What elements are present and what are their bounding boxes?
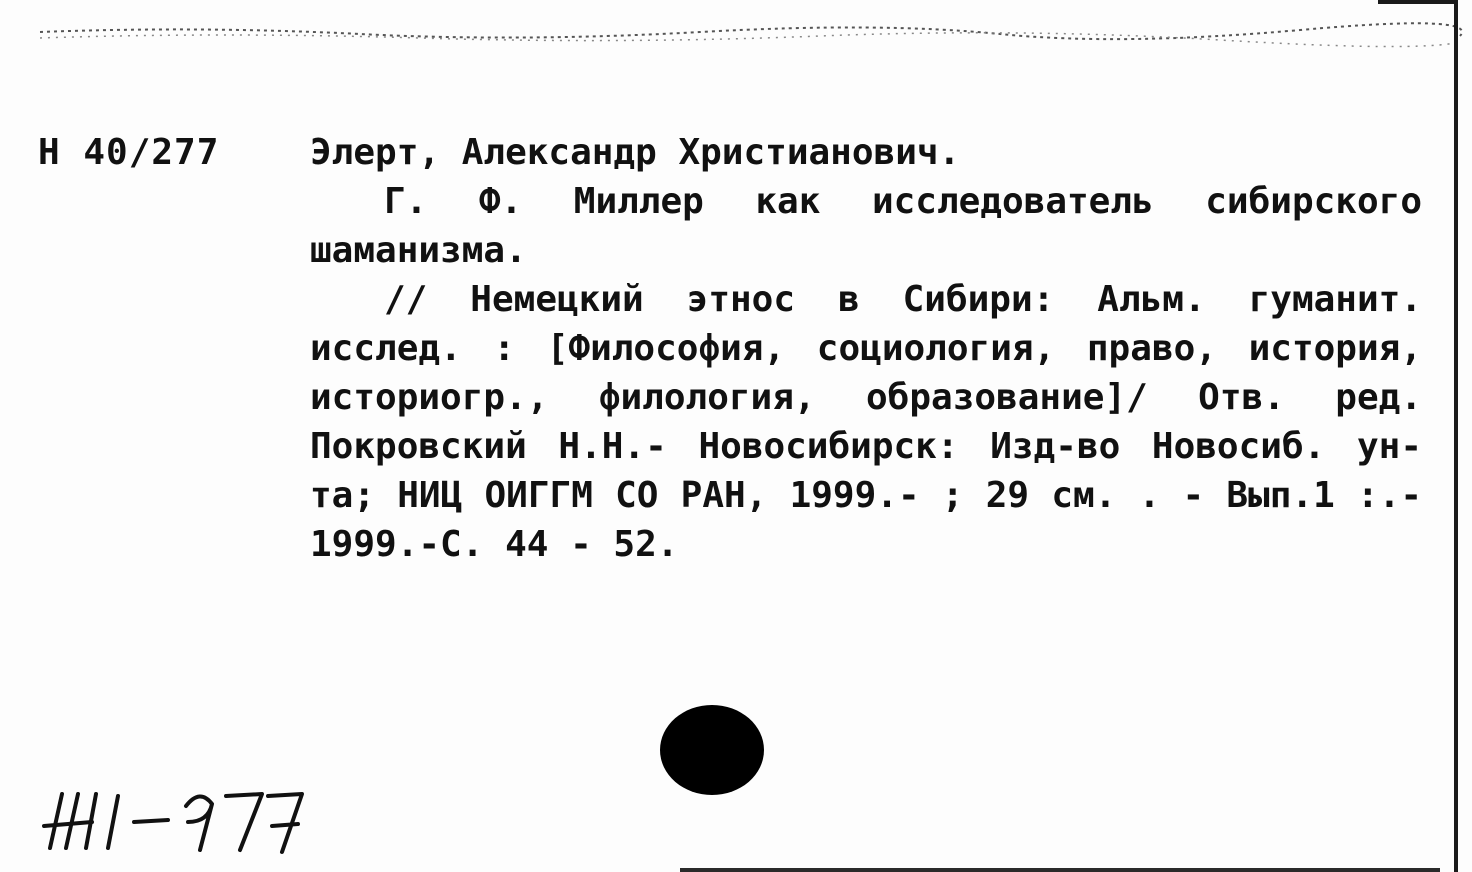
card-top-right-edge xyxy=(1378,0,1458,4)
bibliographic-entry xyxy=(310,128,1422,569)
handwritten-number xyxy=(36,770,306,860)
card-bottom-edge xyxy=(680,868,1440,872)
scan-noise-top xyxy=(0,18,1472,58)
call-number: Н 40/277 xyxy=(38,132,220,173)
title-line: Г. Ф. Миллер как исследователь сибирского шаманизма. xyxy=(310,181,1422,271)
source-description: // Немецкий этнос в Сибири: Альм. гуманит. исслед. : [Философия, социология, право, история, историогр., филология, образование]/ Отв. ред. Покровский Н.Н.- Новосибирск: Изд-во Новосиб. ун-та; НИЦ ОИГГМ СО РАН, 1999.- ; 29 см. . - Вып.1 :.- 1999.-С. 44 - 52. xyxy=(310,279,1422,565)
card-right-border xyxy=(1454,0,1458,872)
author-line: Элерт, Александр Христианович. xyxy=(310,132,961,173)
punch-hole xyxy=(660,705,764,795)
